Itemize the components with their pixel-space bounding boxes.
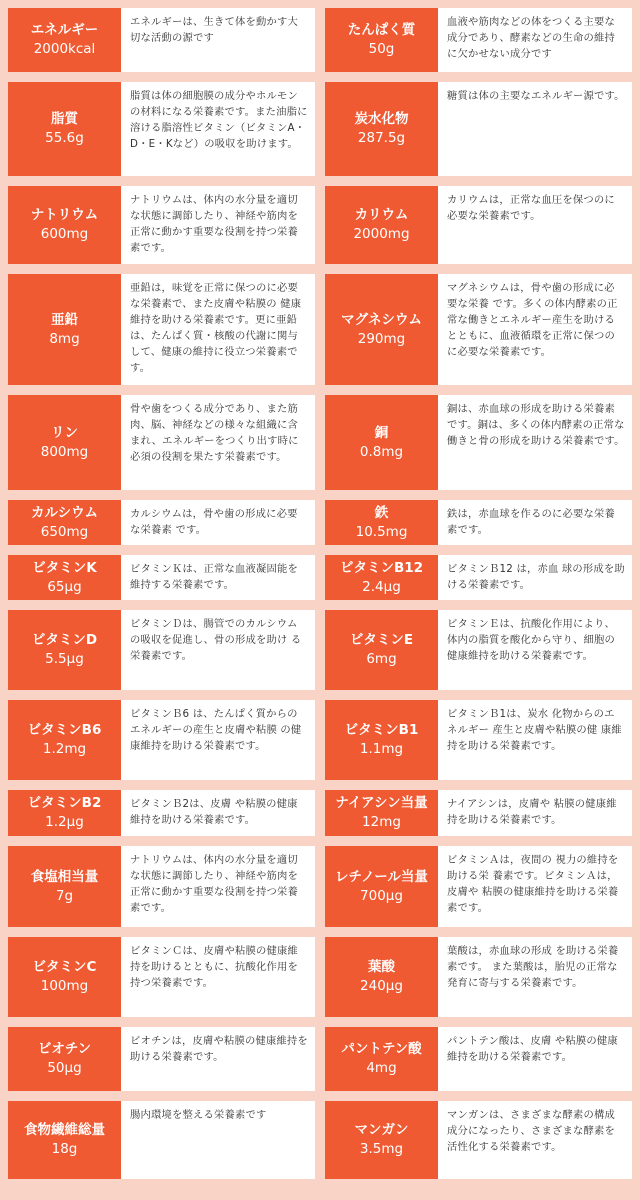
nutrient-card xyxy=(8,700,315,780)
nutrient-description: 鉄は，赤血球を作るのに必要な栄養素です。 xyxy=(438,500,632,545)
nutrient-card xyxy=(8,555,315,600)
nutrient-amount: 287.5g xyxy=(357,130,406,146)
nutrient-description: ビタミンＡは，夜間の 視力の維持を助ける栄 養素です。ビタミンＡは，皮膚や 粘膜の健康維持を助ける栄養素です。 xyxy=(438,846,632,927)
nutrient-name: 食物繊維総量 xyxy=(24,1122,105,1138)
nutrient-name-box xyxy=(325,274,438,385)
nutrient-description: カリウムは，正常な血圧を保つのに必要な栄養素です。 xyxy=(438,186,632,264)
nutrient-name-box xyxy=(8,274,121,385)
nutrient-card xyxy=(8,274,315,385)
nutrient-amount: 50μg xyxy=(47,1060,82,1076)
nutrient-description: ビタミンＤは、腸管でのカルシウムの吸収を促進し、骨の形成を助け る栄養素です。 xyxy=(121,610,315,690)
nutrient-card xyxy=(325,8,632,72)
nutrient-name-box xyxy=(325,500,438,545)
nutrient-name: ビオチン xyxy=(37,1041,92,1057)
nutrient-name: 銅 xyxy=(374,424,389,441)
nutrient-name: マンガン xyxy=(354,1122,409,1138)
nutrient-card xyxy=(8,500,315,545)
nutrient-description: 脂質は体の細胞膜の成分やホルモンの材料になる栄養素です。また油脂に溶ける脂溶性ビタミン（ビタミンA・D・E・Kなど）の吸収を助けます。 xyxy=(121,82,315,176)
nutrient-description: 骨や歯をつくる成分であり、また筋肉、脳、神経などの様々な組織に含まれ、エネルギーをつくり出す時に必須の役割を果たす栄養素です。 xyxy=(121,395,315,490)
nutrient-card xyxy=(325,610,632,690)
nutrient-amount: 800mg xyxy=(40,443,89,460)
nutrient-name: ビタミンB12 xyxy=(339,559,424,576)
nutrient-card xyxy=(8,790,315,836)
nutrient-name: 葉酸 xyxy=(368,959,395,975)
nutrient-card xyxy=(325,82,632,176)
nutrient-card xyxy=(8,8,315,72)
nutrient-name-box xyxy=(325,937,438,1017)
nutrient-card xyxy=(325,274,632,385)
nutrient-row xyxy=(8,500,632,545)
nutrient-name-box xyxy=(8,700,121,780)
nutrient-description: ビタミンＣは、皮膚や粘膜の健康維持を助けるとともに、抗酸化作用を持つ栄養素です。 xyxy=(121,937,315,1017)
nutrient-amount: 6mg xyxy=(366,651,397,667)
nutrient-card xyxy=(325,500,632,545)
nutrient-card xyxy=(8,395,315,490)
nutrient-amount: 2000mg xyxy=(353,226,410,242)
nutrient-description: ナイアシンは，皮膚や 粘膜の健康維持を助ける栄養素です。 xyxy=(438,790,632,836)
nutrient-name: ビタミンK xyxy=(32,559,97,576)
nutrient-name: ナトリウム xyxy=(30,207,99,223)
nutrient-amount: 700μg xyxy=(360,887,403,904)
nutrient-name-box xyxy=(8,1101,121,1179)
nutrient-amount: 2.4μg xyxy=(362,578,401,595)
nutrient-amount: 3.5mg xyxy=(359,1141,404,1157)
nutrient-row xyxy=(8,555,632,600)
nutrient-description: 亜鉛は，味覚を正常に保つのに必要な栄養素で、また皮膚や粘膜の 健康維持を助ける栄養素です。更に亜鉛は、たんぱく質・核酸の代謝に関与して、健康の維持に役立つ栄養素です。 xyxy=(121,274,315,385)
nutrient-name: ビタミンB6 xyxy=(27,722,102,738)
nutrient-name-box xyxy=(325,555,438,600)
nutrient-name: 亜鉛 xyxy=(51,311,78,328)
nutrient-name: パントテン酸 xyxy=(341,1041,422,1057)
nutrient-amount: 18g xyxy=(51,1141,78,1157)
nutrient-card xyxy=(325,846,632,927)
nutrient-description: カルシウムは，骨や歯の形成に必要な栄養素 です。 xyxy=(121,500,315,545)
nutrient-name-box xyxy=(8,82,121,176)
nutrient-name-box xyxy=(325,1027,438,1091)
nutrient-row xyxy=(8,8,632,72)
nutrient-name-box xyxy=(325,395,438,490)
nutrient-card xyxy=(8,1027,315,1091)
nutrient-amount: 4mg xyxy=(366,1060,397,1076)
nutrient-row xyxy=(8,937,632,1017)
nutrient-description: ナトリウムは、体内の水分量を適切な状態に調節したり、神経や筋肉を正常に動かす重要な役割を持つ栄養素です。 xyxy=(121,846,315,927)
nutrient-name-box xyxy=(325,186,438,264)
nutrient-card xyxy=(8,1101,315,1179)
nutrient-name-box xyxy=(325,700,438,780)
nutrient-amount: 50g xyxy=(368,41,395,57)
nutrient-description: ビタミンＢ6 は、たんぱく質からのエネルギーの産生と皮膚や粘膜 の健康維持を助ける栄養素です。 xyxy=(121,700,315,780)
nutrient-name: ビタミンD xyxy=(31,632,98,648)
nutrient-amount: 55.6g xyxy=(45,130,84,146)
nutrient-amount: 10.5mg xyxy=(355,523,408,540)
nutrient-name: 脂質 xyxy=(51,111,78,127)
nutrient-card xyxy=(325,186,632,264)
nutrient-card xyxy=(8,610,315,690)
nutrient-description: ビオチンは，皮膚や粘膜の健康維持を助ける栄養素です。 xyxy=(121,1027,315,1091)
nutrient-amount: 5.5μg xyxy=(45,651,84,667)
nutrient-amount: 100mg xyxy=(40,978,89,994)
nutrient-name: ビタミンC xyxy=(32,959,97,975)
nutrient-row xyxy=(8,846,632,927)
nutrient-name-box xyxy=(8,1027,121,1091)
nutrient-card xyxy=(8,846,315,927)
nutrient-row xyxy=(8,700,632,780)
nutrient-description: 腸内環境を整える栄養素です xyxy=(121,1101,315,1179)
nutrient-amount: 1.1mg xyxy=(359,741,404,757)
nutrient-description: 血液や筋肉などの体をつくる主要な成分であり、酵素などの生命の維持に欠かせない成分です xyxy=(438,8,632,72)
nutrient-name-box xyxy=(8,610,121,690)
nutrient-card xyxy=(325,937,632,1017)
nutrient-card xyxy=(325,555,632,600)
nutrient-name-box xyxy=(325,790,438,836)
nutrient-name-box xyxy=(8,8,121,72)
nutrient-card xyxy=(325,395,632,490)
nutrient-amount: 1.2μg xyxy=(45,814,84,830)
nutrient-card xyxy=(325,790,632,836)
nutrient-amount: 240μg xyxy=(360,978,403,994)
nutrient-name-box xyxy=(325,8,438,72)
nutrient-amount: 12mg xyxy=(362,814,401,830)
nutrient-row xyxy=(8,790,632,836)
nutrient-name-box xyxy=(325,82,438,176)
nutrient-row xyxy=(8,82,632,176)
nutrient-card xyxy=(325,1027,632,1091)
nutrient-amount: 1.2mg xyxy=(42,741,87,757)
nutrient-description: ビタミンＢ2は、皮膚 や粘膜の健康維持を助ける栄養素です。 xyxy=(121,790,315,836)
nutrient-amount: 600mg xyxy=(40,226,89,242)
nutrient-amount: 650mg xyxy=(40,523,89,540)
nutrient-row xyxy=(8,274,632,385)
nutrient-name: マグネシウム xyxy=(341,311,422,328)
nutrient-amount: 290mg xyxy=(357,330,406,347)
nutrient-description: 葉酸は，赤血球の形成 を助ける栄養素です。 また葉酸は，胎児の正常な発育に寄与する栄養素です。 xyxy=(438,937,632,1017)
nutrient-name-box xyxy=(325,846,438,927)
nutrient-amount: 8mg xyxy=(49,330,80,347)
nutrient-name-box xyxy=(325,1101,438,1179)
nutrient-name-box xyxy=(8,937,121,1017)
nutrient-description: パントテン酸は、皮膚 や粘膜の健康維持を助ける栄養素です。 xyxy=(438,1027,632,1091)
nutrient-description: 糖質は体の主要なエネルギー源です。 xyxy=(438,82,632,176)
nutrient-name: ナイアシン当量 xyxy=(335,795,428,811)
nutrient-grid xyxy=(8,8,632,1189)
nutrient-card xyxy=(325,1101,632,1179)
nutrient-name-box xyxy=(8,555,121,600)
nutrient-name: 炭水化物 xyxy=(354,111,409,127)
nutrient-row xyxy=(8,1027,632,1091)
nutrient-name: カリウム xyxy=(354,207,409,223)
nutrient-row xyxy=(8,395,632,490)
nutrient-card xyxy=(325,700,632,780)
nutrient-name: リン xyxy=(51,424,78,441)
nutrient-row xyxy=(8,1101,632,1179)
nutrient-description: ナトリウムは、体内の水分量を適切な状態に調節したり、神経や筋肉を正常に動かす重要な役割を持つ栄養素です。 xyxy=(121,186,315,264)
nutrient-amount: 0.8mg xyxy=(359,443,404,460)
nutrient-amount: 2000kcal xyxy=(33,41,96,57)
nutrient-name: 鉄 xyxy=(374,504,389,521)
nutrient-card xyxy=(8,937,315,1017)
nutrient-row xyxy=(8,610,632,690)
nutrient-name: 食塩相当量 xyxy=(30,868,99,885)
nutrient-description: マグネシウムは，骨や歯の形成に必要な栄養 です。多くの体内酵素の正常な働きとエネルギー産生を助けるとともに、血液循環を正常に保つのに必要な栄養素です。 xyxy=(438,274,632,385)
nutrient-name-box xyxy=(325,610,438,690)
nutrient-name: ビタミンB2 xyxy=(27,795,102,811)
nutrient-name: ビタミンB1 xyxy=(344,722,419,738)
nutrient-name-box xyxy=(8,186,121,264)
nutrient-name: カルシウム xyxy=(30,504,99,521)
nutrient-description: マンガンは、さまざまな酵素の構成成分になったり、さまざまな酵素を活性化する栄養素です。 xyxy=(438,1101,632,1179)
nutrient-amount: 7g xyxy=(55,887,74,904)
nutrient-name: エネルギー xyxy=(30,22,99,38)
nutrient-name: レチノール当量 xyxy=(335,868,428,885)
nutrient-name-box xyxy=(8,395,121,490)
nutrient-name-box xyxy=(8,790,121,836)
nutrient-name: たんぱく質 xyxy=(347,22,416,38)
nutrient-description: ビタミンＥは、抗酸化作用により、体内の脂質を酸化から守り、細胞の 健康維持を助ける栄養素です。 xyxy=(438,610,632,690)
nutrient-description: エネルギーは、生きて体を動かす大切な活動の源です xyxy=(121,8,315,72)
nutrient-card xyxy=(8,82,315,176)
nutrient-row xyxy=(8,186,632,264)
nutrient-name-box xyxy=(8,846,121,927)
nutrient-name: ビタミンE xyxy=(349,632,414,648)
nutrient-description: ビタミンＢ12 は，赤血 球の形成を助ける栄養素です。 xyxy=(438,555,632,600)
nutrient-description: 銅は、赤血球の形成を助ける栄養素です。銅は、多くの体内酵素の正常な働きと骨の形成を助ける栄養素です。 xyxy=(438,395,632,490)
nutrient-amount: 65μg xyxy=(47,578,82,595)
nutrient-description: ビタミンＢ1は、炭水 化物からのエネルギー 産生と皮膚や粘膜の健 康維持を助ける栄養素です。 xyxy=(438,700,632,780)
nutrient-card xyxy=(8,186,315,264)
nutrient-name-box xyxy=(8,500,121,545)
nutrient-description: ビタミンＫは、正常な血液凝固能を維持する栄養素です。 xyxy=(121,555,315,600)
